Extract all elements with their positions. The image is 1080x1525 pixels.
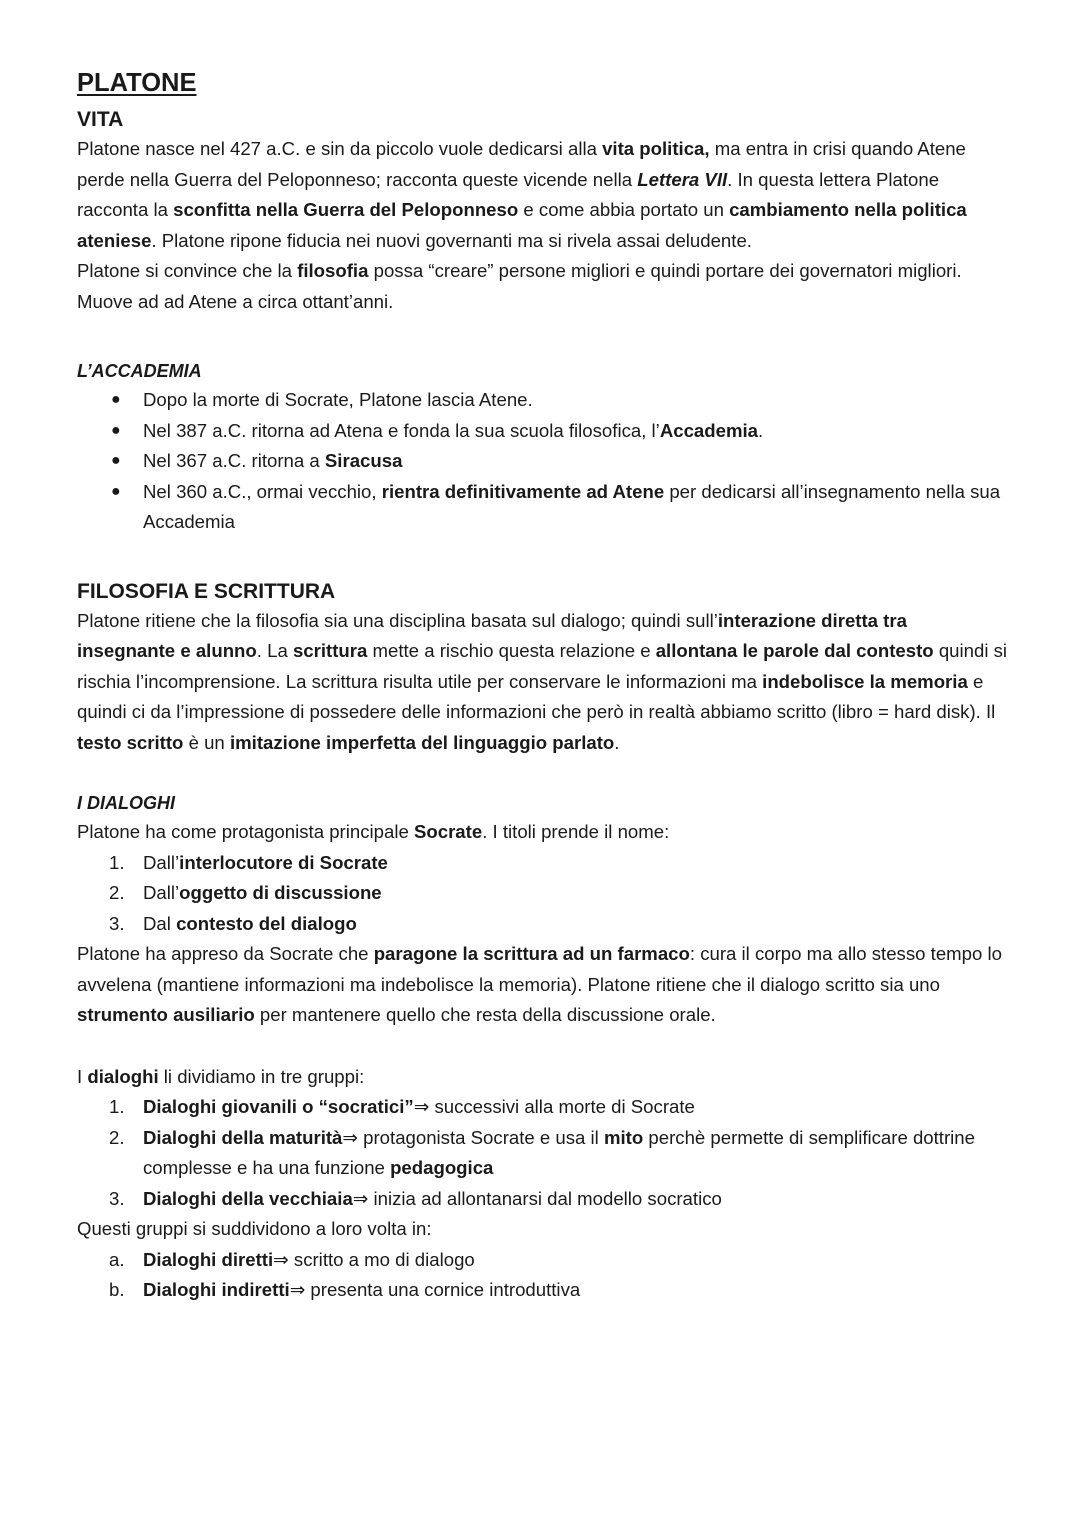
list-item-text: Dopo la morte di Socrate, Platone lascia Atene. <box>143 389 533 410</box>
list-item <box>77 1092 1010 1123</box>
bullet-icon: ● <box>111 421 121 439</box>
document-title: PLATONE <box>77 69 197 97</box>
spacer <box>77 538 1010 578</box>
spacer <box>77 317 1010 357</box>
vita-paragraph-1: Platone nasce nel 427 a.C. e sin da piccolo vuole dedicarsi alla vita politica, ma entra in crisi quando Atene perde nella Guerra del Peloponneso; racconta queste vicende nella Lettera VII. In questa lettera Platone racconta la sconfitta nella Guerra del Peloponneso e come abbia portato un cambiamento nella politica ateniese. Platone ripone fiducia nei nuovi governanti ma si rivela assai deludente. <box>77 138 967 251</box>
bullet-icon: ● <box>111 452 121 469</box>
list-item-text: Dialoghi indiretti⇒ presenta una cornice introduttiva <box>143 1279 581 1300</box>
section-heading-vita: VITA <box>77 108 124 131</box>
list-item <box>77 416 1010 447</box>
list-item-text: Dialoghi della maturità⇒ protagonista Socrate e usa il mito perchè permette di semplificare dottrine complesse e ha una funzione pedagogica <box>143 1126 975 1178</box>
list-item-text: Dall’oggetto di discussione <box>143 882 382 903</box>
section-heading-filosofia: FILOSOFIA E SCRITTURA <box>77 579 336 603</box>
list-item-text: Dialoghi giovanili o “socratici”⇒ successivi alla morte di Socrate <box>143 1096 695 1117</box>
list-item-text: Nel 387 a.C. ritorna ad Atena e fonda la sua scuola filosofica, l’Accademia. <box>143 419 764 441</box>
dialoghi-paragraph-2: Platone ha appreso da Socrate che paragone la scrittura ad un farmaco: cura il corpo ma allo stesso tempo lo avvelena (mantiene informazioni ma indebolisce la memoria). Platone ritiene che il dialogo scritto sia uno strumento ausiliario per mantenere quello che resta della discussione orale. <box>77 943 1002 1025</box>
dialoghi-intro: Platone ha come protagonista principale Socrate. I titoli prende il nome: <box>77 821 670 842</box>
filosofia-paragraph: Platone ritiene che la filosofia sia una disciplina basata sul dialogo; quindi sull’interazione diretta tra insegnante e alunno. La scrittura mette a rischio questa relazione e allontana le parole dal contesto quindi si rischia l’incomprensione. La scrittura risulta utile per conservare le informazioni ma indebolisce la memoria e quindi ci da l’impressione di possedere delle informazioni che però in realtà abbiamo scritto (libro = hard disk). Il testo scritto è un imitazione imperfetta del linguaggio parlato. <box>77 609 1008 753</box>
list-number: 2. <box>109 1126 125 1148</box>
list-item <box>77 1184 1010 1215</box>
list-item-text: Dialoghi diretti⇒ scritto a mo di dialogo <box>143 1248 475 1270</box>
groups-list <box>77 1092 1010 1214</box>
list-number: 3. <box>109 1187 125 1209</box>
spacer <box>77 758 1010 789</box>
section-heading-dialoghi: I DIALOGHI <box>77 793 175 813</box>
list-number: 1. <box>109 851 125 873</box>
section-vita <box>77 106 1010 317</box>
list-item-text: Dal contesto del dialogo <box>143 912 357 934</box>
list-item-text: Nel 367 a.C. ritorna a Siracusa <box>143 450 403 471</box>
list-letter: a. <box>109 1248 125 1270</box>
groups-intro: I dialoghi li dividiamo in tre gruppi: <box>77 1065 365 1087</box>
list-item <box>77 1123 1010 1184</box>
list-number: 3. <box>109 912 125 934</box>
list-number: 2. <box>109 882 125 903</box>
sub-intro: Questi gruppi si suddividono a loro volta in: <box>77 1218 432 1239</box>
accademia-bullet-list <box>77 385 1010 538</box>
list-item <box>77 385 1010 416</box>
list-item <box>77 1245 1010 1276</box>
list-item <box>77 1275 1010 1306</box>
titles-list <box>77 848 1010 940</box>
sub-list <box>77 1245 1010 1306</box>
vita-paragraph-2: Platone si convince che la filosofia possa “creare” persone migliori e quindi portare dei governatori migliori. Muove ad ad Atene a circa ottant’anni. <box>77 260 962 312</box>
list-item <box>77 909 1010 940</box>
list-item-text: Dialoghi della vecchiaia⇒ inizia ad allontanarsi dal modello socratico <box>143 1187 722 1209</box>
list-letter: b. <box>109 1279 125 1300</box>
list-item <box>77 848 1010 879</box>
spacer <box>77 1031 1010 1062</box>
list-item-text: Nel 360 a.C., ormai vecchio, rientra definitivamente ad Atene per dedicarsi all’insegnamento nella sua Accademia <box>143 480 1001 532</box>
bullet-icon: ● <box>111 391 121 408</box>
list-item <box>77 446 1010 477</box>
section-accademia <box>77 357 1010 538</box>
section-dialoghi <box>77 789 1010 1306</box>
list-item <box>77 878 1010 909</box>
section-heading-accademia: L’ACCADEMIA <box>77 361 202 381</box>
list-item <box>77 477 1010 538</box>
list-number: 1. <box>109 1096 125 1117</box>
list-item-text: Dall’interlocutore di Socrate <box>143 851 388 873</box>
section-filosofia-scrittura <box>77 578 1010 759</box>
bullet-icon: ● <box>111 482 121 500</box>
